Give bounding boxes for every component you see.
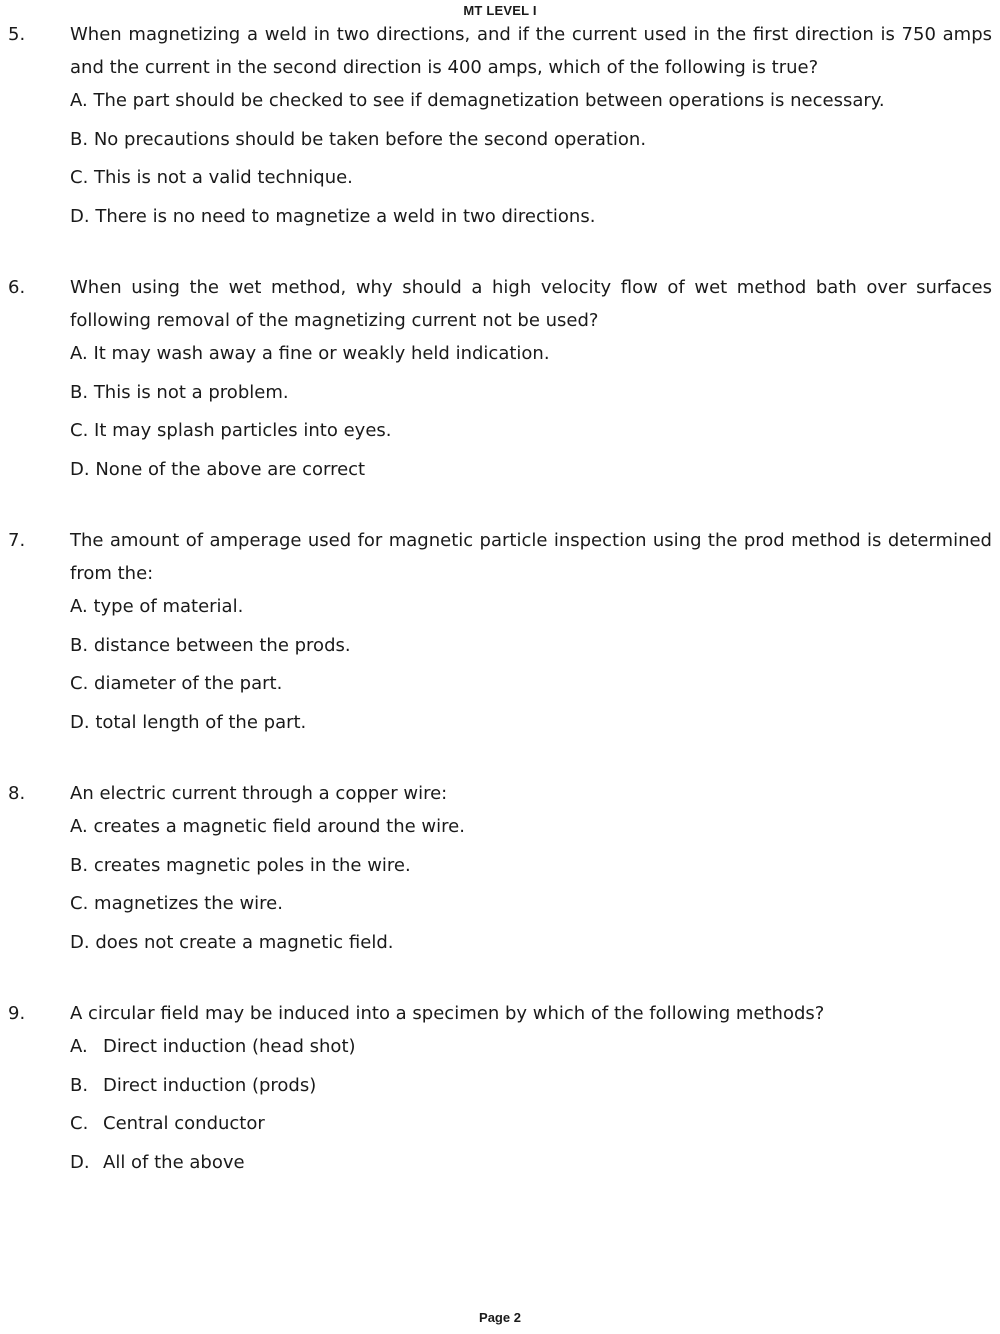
option-text: does not create a magnetic field.: [95, 931, 394, 953]
answer-option-c: [70, 412, 990, 451]
option-text: This is not a problem.: [93, 381, 289, 403]
option-letter: D.: [70, 458, 90, 480]
question-number: 7.: [8, 530, 26, 551]
option-text: type of material.: [93, 596, 244, 617]
option-letter: C.: [70, 1113, 89, 1134]
option-text: Central conductor: [103, 1113, 265, 1134]
answer-option-b: [70, 374, 990, 413]
answer-option-d: [70, 704, 990, 743]
answer-option-c: [70, 1105, 990, 1144]
option-text: This is not a valid technique.: [94, 167, 353, 188]
question-number: 9.: [8, 1003, 26, 1024]
option-text: creates a magnetic field around the wire.: [93, 816, 465, 837]
option-text: total length of the part.: [95, 711, 307, 733]
answer-option-a: [70, 1028, 990, 1067]
option-letter: C.: [70, 420, 89, 441]
question-text: An electric current through a copper wire:: [70, 783, 448, 804]
option-letter: C.: [70, 673, 89, 694]
option-text: No precautions should be taken before the second operation.: [93, 128, 647, 150]
answer-option-d: [70, 1144, 990, 1183]
answer-option-a: [70, 82, 990, 121]
option-letter: D.: [70, 931, 90, 953]
answer-option-b: [70, 847, 990, 886]
option-letter: C.: [70, 893, 89, 914]
option-text: None of the above are correct: [95, 458, 366, 480]
option-letter: C.: [70, 167, 89, 188]
option-text: creates magnetic poles in the wire.: [93, 854, 411, 876]
option-letter: B.: [70, 381, 89, 403]
page-number: Page 2: [479, 1310, 521, 1325]
option-letter: D.: [70, 1151, 90, 1173]
option-text: It may splash particles into eyes.: [94, 420, 392, 441]
option-letter: D.: [70, 711, 90, 733]
answer-option-a: [70, 335, 990, 374]
answer-options: [70, 82, 990, 236]
option-letter: B.: [70, 634, 89, 656]
answer-options: [70, 808, 990, 962]
page-header-title: MT LEVEL I: [463, 3, 537, 18]
option-letter: A.: [70, 596, 88, 617]
option-letter: A.: [70, 343, 88, 364]
option-text: It may wash away a fine or weakly held indication.: [93, 343, 550, 364]
option-letter: B.: [70, 1074, 89, 1096]
answer-option-b: [70, 627, 990, 666]
option-letter: D.: [70, 205, 90, 227]
option-text: The part should be checked to see if demagnetization between operations is necessary.: [93, 90, 885, 111]
answer-options: [70, 335, 990, 489]
option-text: diameter of the part.: [94, 673, 283, 694]
answer-option-d: [70, 451, 990, 490]
question-number: 6.: [8, 277, 26, 298]
answer-option-a: [70, 588, 990, 627]
option-text: Direct induction (head shot): [103, 1036, 356, 1057]
option-text: magnetizes the wire.: [94, 893, 283, 914]
option-letter: B.: [70, 854, 89, 876]
question-text: When using the wet method, why should a high velocity flow of wet method bath over surfaces following removal of the magnetizing current not be used?: [70, 277, 992, 331]
option-text: There is no need to magnetize a weld in two directions.: [95, 205, 596, 227]
answer-option-d: [70, 198, 990, 237]
option-text: distance between the prods.: [93, 634, 351, 656]
answer-options: [70, 1028, 990, 1182]
answer-option-c: [70, 665, 990, 704]
option-text: Direct induction (prods): [103, 1074, 317, 1096]
answer-option-b: [70, 1067, 990, 1106]
question-text: The amount of amperage used for magnetic particle inspection using the prod method is determined from the:: [70, 530, 992, 584]
answer-option-b: [70, 121, 990, 160]
option-letter: A.: [70, 90, 88, 111]
answer-option-a: [70, 808, 990, 847]
option-letter: A.: [70, 816, 88, 837]
question-number: 8.: [8, 783, 26, 804]
answer-options: [70, 588, 990, 742]
option-text: All of the above: [103, 1151, 245, 1173]
answer-option-c: [70, 885, 990, 924]
question-text: A circular field may be induced into a specimen by which of the following methods?: [70, 1003, 825, 1024]
question-text: When magnetizing a weld in two directions, and if the current used in the first direction is 750 amps and the current in the second direction is 400 amps, which of the following is true?: [70, 24, 992, 78]
question-number: 5.: [8, 24, 26, 45]
answer-option-c: [70, 159, 990, 198]
option-letter: B.: [70, 128, 89, 150]
answer-option-d: [70, 924, 990, 963]
option-letter: A.: [70, 1036, 88, 1057]
